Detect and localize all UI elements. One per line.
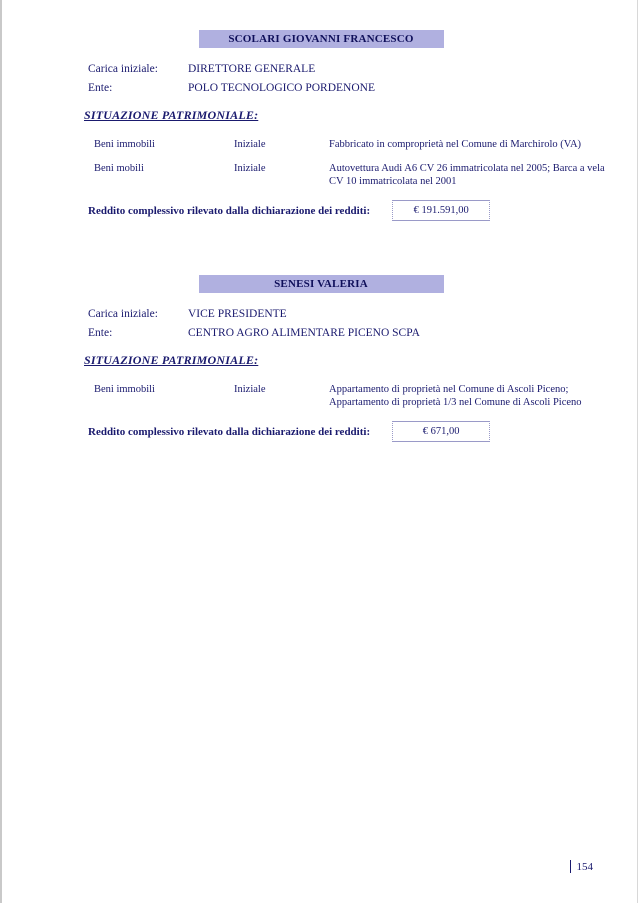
ente-label: Ente: <box>88 82 113 94</box>
ente-value: POLO TECNOLOGICO PORDENONE <box>188 82 375 94</box>
asset-description: Autovettura Audi A6 CV 26 immatricolata nel 2005; Barca a vela CV 10 immatricolata nel 2001 <box>329 163 605 187</box>
asset-kind: Beni immobili <box>94 139 155 150</box>
asset-period: Iniziale <box>234 163 266 174</box>
person-details-table <box>88 305 420 343</box>
assets-table <box>94 135 614 196</box>
ente-value: CENTRO AGRO ALIMENTARE PICENO SCPA <box>188 327 420 339</box>
footer-divider-icon <box>570 860 571 873</box>
income-label: Reddito complessivo rilevato dalla dichiarazione dei redditi: <box>88 204 371 217</box>
table-row <box>94 159 614 196</box>
asset-kind: Beni mobili <box>94 163 144 174</box>
asset-period: Iniziale <box>234 384 266 395</box>
person-entry <box>46 275 596 442</box>
income-value: € 191.591,00 <box>392 200 490 221</box>
page-number: 154 <box>576 860 593 873</box>
person-name-banner: SENESI VALERIA <box>199 275 444 293</box>
situazione-patrimoniale-heading: SITUAZIONE PATRIMONIALE: <box>84 108 259 122</box>
carica-value: DIRETTORE GENERALE <box>188 63 316 75</box>
section-spacer <box>46 227 596 275</box>
carica-value: VICE PRESIDENTE <box>188 308 287 320</box>
carica-label: Carica iniziale: <box>88 308 158 320</box>
income-row <box>88 421 596 442</box>
person-name-banner: SCOLARI GIOVANNI FRANCESCO <box>199 30 444 48</box>
income-label: Reddito complessivo rilevato dalla dichiarazione dei redditi: <box>88 425 371 438</box>
person-details-table <box>88 60 375 98</box>
ente-label: Ente: <box>88 327 113 339</box>
table-row <box>94 380 614 417</box>
asset-kind: Beni immobili <box>94 384 155 395</box>
table-row <box>88 305 420 324</box>
assets-table <box>94 380 614 417</box>
table-row <box>88 60 375 79</box>
page-content <box>2 0 638 448</box>
carica-label: Carica iniziale: <box>88 63 158 75</box>
income-value: € 671,00 <box>392 421 490 442</box>
table-row <box>88 324 420 343</box>
person-entry <box>46 30 605 221</box>
table-row <box>94 135 614 159</box>
asset-description: Fabbricato in comproprietà nel Comune di Marchirolo (VA) <box>329 139 582 150</box>
asset-period: Iniziale <box>234 139 266 150</box>
income-row <box>88 200 596 221</box>
asset-description: Appartamento di proprietà nel Comune di Ascoli Piceno; Appartamento di proprietà 1/3 nel Comune di Ascoli Piceno <box>329 384 582 408</box>
page-footer <box>570 860 594 873</box>
table-row <box>88 79 375 98</box>
situazione-patrimoniale-heading: SITUAZIONE PATRIMONIALE: <box>84 353 259 367</box>
